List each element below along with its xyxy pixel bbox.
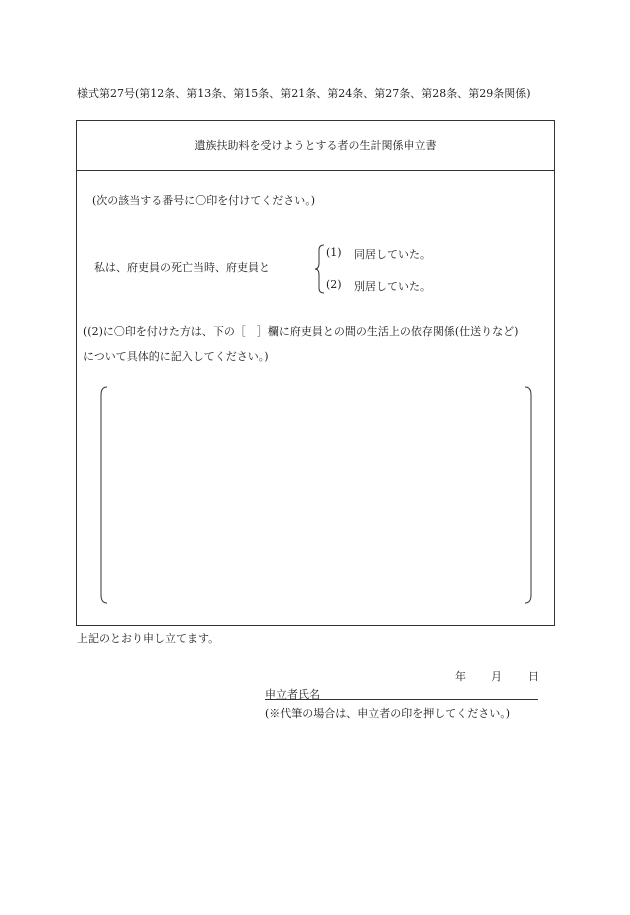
note-line-1: ((2)に〇印を付けた方は、下の［ ］欄に府吏員との間の生活上の依存関係(仕送りなど) bbox=[83, 325, 519, 338]
curly-brace-icon bbox=[314, 243, 326, 295]
date-month-label: 月 bbox=[491, 670, 502, 683]
form-number: 様式第27号(第12条、第13条、第15条、第21条、第24条、第27条、第28条、第29条関係) bbox=[77, 87, 531, 100]
dependency-entry-field[interactable] bbox=[97, 385, 535, 607]
instruction-text: (次の該当する番号に〇印を付けてください。) bbox=[92, 194, 316, 207]
date-day-label: 日 bbox=[528, 670, 539, 683]
applicant-name-label: 申立者氏名 bbox=[265, 688, 320, 701]
form-title: 遺族扶助料を受けようとする者の生計関係申立書 bbox=[77, 121, 554, 171]
left-bracket bbox=[101, 387, 107, 603]
right-bracket bbox=[525, 387, 531, 603]
option-2-text: 別居していた。 bbox=[354, 280, 431, 293]
proxy-note: (※代筆の場合は、申立者の印を押してください。) bbox=[265, 707, 511, 720]
date-year-label: 年 bbox=[455, 670, 466, 683]
form-box bbox=[76, 120, 555, 626]
option-1-text: 同居していた。 bbox=[354, 248, 431, 261]
declaration-text: 上記のとおり申し立てます。 bbox=[77, 632, 220, 645]
option-1-number[interactable]: (1) bbox=[326, 246, 342, 259]
applicant-name-field[interactable] bbox=[265, 699, 538, 700]
statement-text: 私は、府吏員の死亡当時、府吏員と bbox=[94, 261, 270, 274]
option-2-number[interactable]: (2) bbox=[326, 278, 342, 291]
note-line-2: について具体的に記入してください。) bbox=[83, 350, 269, 363]
